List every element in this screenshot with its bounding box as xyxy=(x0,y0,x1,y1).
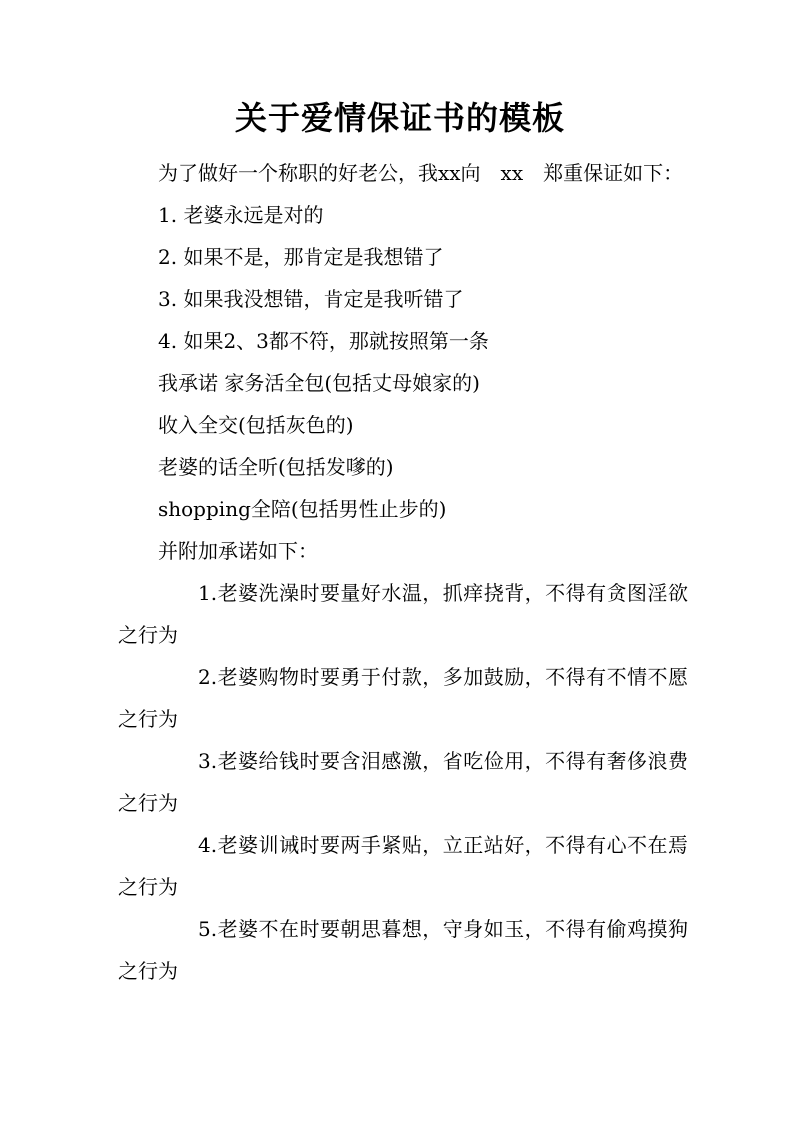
promise-item: 我承诺 家务活全包(包括丈母娘家的) xyxy=(158,371,480,395)
extra-promise-number: 1. xyxy=(198,581,218,605)
rule-item: 1. 老婆永远是对的 xyxy=(158,203,324,227)
rule-item: 2. 如果不是，那肯定是我想错了 xyxy=(158,245,444,269)
document-title: 关于爱情保证书的模板 xyxy=(234,99,565,137)
extra-promise-text: 老婆训诫时要两手紧贴，立正站好，不得有心不在焉之行为 xyxy=(118,833,688,899)
promise-item: 老婆的话全听(包括发嗲的) xyxy=(158,455,394,479)
extra-promise-item xyxy=(118,656,688,740)
extra-promise-number: 4. xyxy=(198,833,218,857)
extra-promise-item xyxy=(118,740,688,824)
rule-item: 4. 如果2、3都不符，那就按照第一条 xyxy=(158,329,489,353)
extra-promise-number: 2. xyxy=(198,665,218,689)
extra-promise-text: 老婆购物时要勇于付款，多加鼓励，不得有不情不愿之行为 xyxy=(118,665,688,731)
extra-promise-item xyxy=(118,572,688,656)
extra-promise-text: 老婆不在时要朝思暮想，守身如玉，不得有偷鸡摸狗之行为 xyxy=(118,917,688,983)
promise-item: 收入全交(包括灰色的) xyxy=(158,413,354,437)
extra-promise-number: 5. xyxy=(198,917,218,941)
intro-paragraph: 为了做好一个称职的好老公，我xx向 xx 郑重保证如下： xyxy=(158,161,684,185)
extra-promise-item xyxy=(118,824,688,908)
extra-promise-text: 老婆给钱时要含泪感激，省吃俭用，不得有奢侈浪费之行为 xyxy=(118,749,688,815)
rule-item: 3. 如果我没想错，肯定是我听错了 xyxy=(158,287,464,311)
extra-promise-number: 3. xyxy=(198,749,218,773)
promise-item: shopping全陪(包括男性止步的) xyxy=(158,497,447,521)
extra-promise-text: 老婆洗澡时要量好水温，抓痒挠背，不得有贪图淫欲之行为 xyxy=(118,581,688,647)
promise-item: 并附加承诺如下： xyxy=(158,539,318,563)
document-body xyxy=(118,152,688,992)
extra-promise-item xyxy=(118,908,688,992)
